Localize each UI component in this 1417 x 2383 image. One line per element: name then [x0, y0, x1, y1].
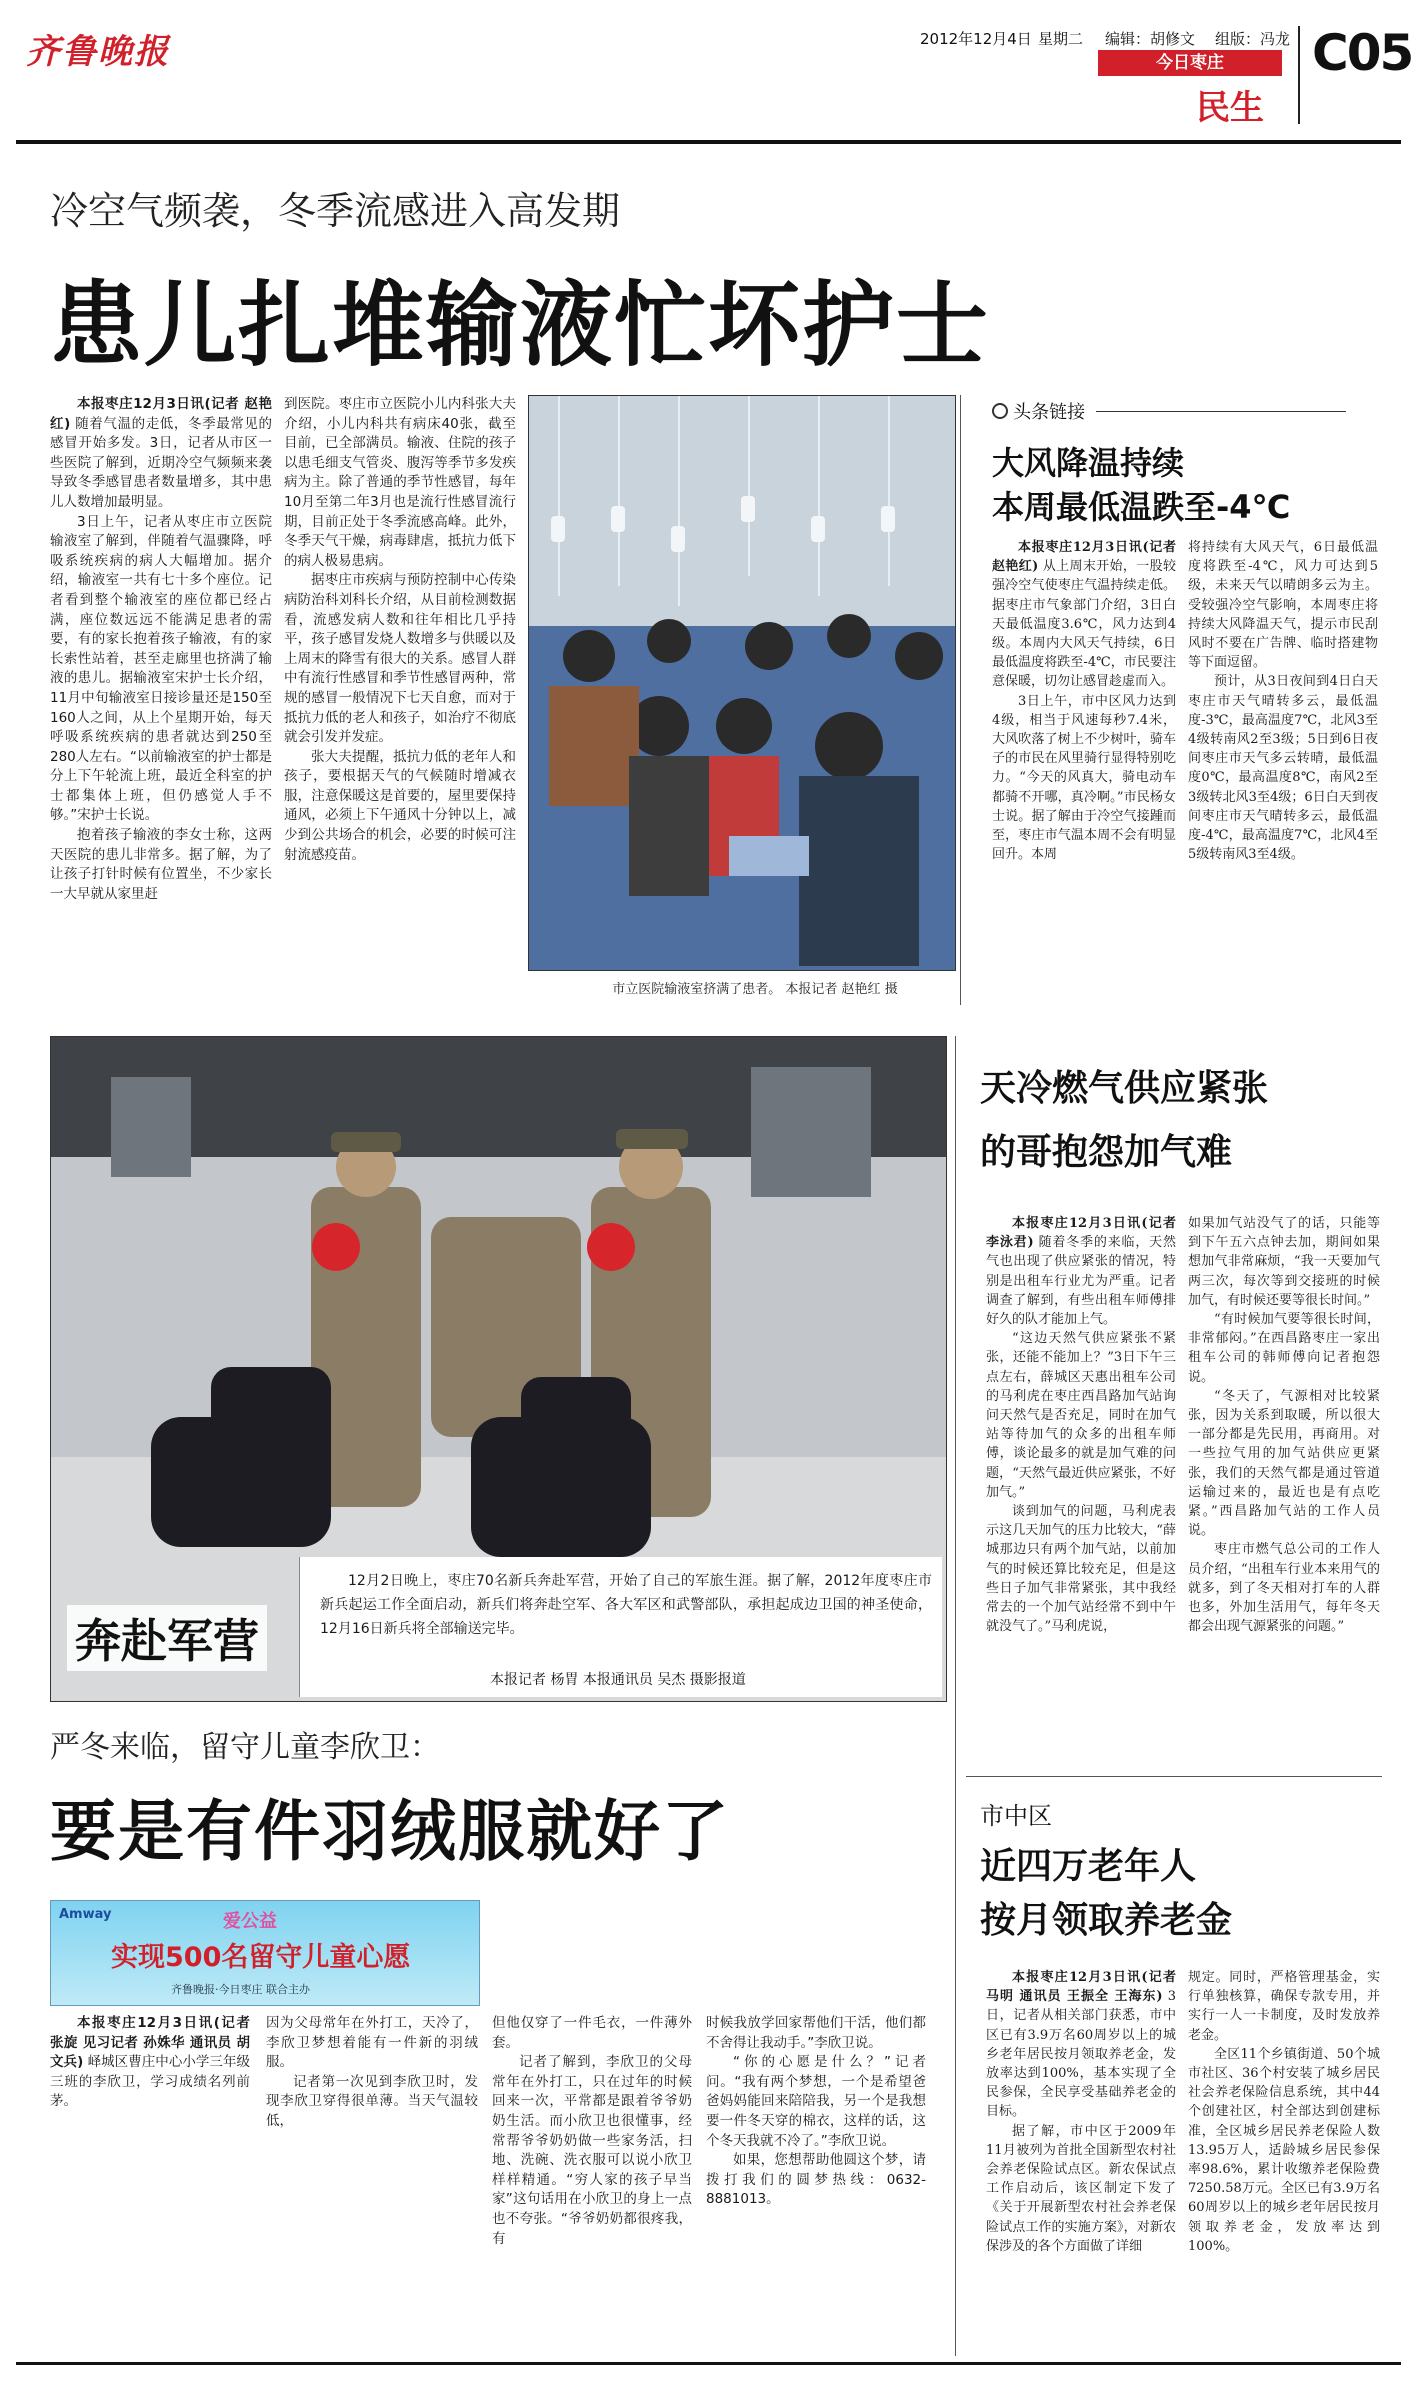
child-col-3: [492, 2014, 692, 2344]
lead-col2-p1: 到医院。枣庄市立医院小儿内科张大夫介绍，小儿内科共有病床40张，截至目前，已全部满员。输液、住院的孩子以患毛细支气管炎、腹泻等季节多发疾病为主。除了普通的季节性感冒，每年10月至第二年3月也是流行性感冒流行期，目前正处于冬季流感高峰。此外，冬季天气干燥，病毒肆虐，抵抗力低下的病人极易患病。: [284, 396, 516, 569]
pension-kicker: 市中区: [980, 1802, 1052, 1830]
page-number: C05: [1312, 24, 1413, 82]
sidebar-label-icon: [992, 403, 1008, 419]
lead-col1-p1: 本报枣庄12月3日讯(记者 赵艳红) 随着气温的走低，冬季最常见的感冒开始多发。3日，记者从市区一些医院了解到，近期冷空气频频来袭导致冬季感冒患者数量增多，其中患儿人数增加最明显。: [50, 396, 273, 510]
gas-col-2: [1188, 1214, 1380, 1734]
banner-brand: Amway: [59, 1907, 112, 1922]
sidebar1-col-2: [1188, 538, 1378, 998]
infusion-room-illustration: [529, 396, 955, 970]
gas-col1-p2: “这边天然气供应紧张不紧张，还能不能加上？”3日下午三点左右，薛城区天惠出租车公司的马利虎在枣庄西昌路加气站询问天然气是否充足，同时在加气站等待加气的众多的出租车师傅，谈论最多的就是加气难的问题，“天然气最近供应紧张，不好加气。”: [986, 1331, 1176, 1500]
lead-title: 患儿扎堆输液忙坏护士: [50, 272, 991, 379]
child-banner: [50, 1900, 480, 2006]
gas-col-1: [986, 1214, 1176, 1734]
child-col1-p1: 本报枣庄12月3日讯(记者 张旋 见习记者 孙姝华 通讯员 胡文兵) 峄城区曹庄中心小学三年级三班的李欣卫，学习成绩名列前茅。: [50, 2015, 251, 2110]
lead-photo: [528, 395, 956, 971]
army-photo: [50, 1036, 947, 1702]
masthead-weekday: 星期二: [1038, 30, 1084, 48]
lead-kicker: 冷空气频袭，冬季流感进入高发期: [50, 189, 621, 233]
masthead-layout-editor: 组版：冯龙: [1215, 30, 1291, 48]
sidebar1-col1-p2: 3日上午，市中区风力达到4级，相当于风速每秒7.4米，大风吹落了树上不少树叶，骑车子的市民在风里骑行显得特别吃力。“今天的风真大，骑电动车都骑不开哪，真冷啊。”市民杨女士说。据了解由于冷空气接踵而至，枣庄市气温本周不会有明显回升。本周: [992, 693, 1176, 863]
gas-title-2: 的哥抱怨加气难: [980, 1132, 1233, 1173]
army-caption-box: [299, 1557, 942, 1697]
child-title: 要是有件羽绒服就好了: [50, 1793, 730, 1870]
pension-title-1: 近四万老年人: [980, 1846, 1197, 1887]
pension-col-1: [986, 1968, 1176, 2348]
section-tag: 今日枣庄: [1098, 50, 1282, 76]
lead-photo-caption: 市立医院输液室挤满了患者。 本报记者 赵艳红 摄: [612, 982, 898, 997]
pension-col-2: [1188, 1968, 1380, 2348]
sidebar-label-rule: [1096, 411, 1346, 412]
army-caption-credit: 本报记者 杨胃 本报通讯员 吴杰 摄影报道: [490, 1672, 746, 1688]
child-kicker: 严冬来临，留守儿童李欣卫：: [50, 1730, 440, 1765]
section-name: 民生: [1196, 88, 1264, 128]
child-col4-p1: 时候我放学回家帮他们干活，他们都不舍得让我动手。”李欣卫说。: [706, 2015, 926, 2051]
pension-col1-p1: 本报枣庄12月3日讯(记者 马明 通讯员 王振全 王海东) 3日，记者从相关部门获悉，市中区已有3.9万名60周岁以上的城乡老年居民按月领取养老金，发放率达到100%，基本实现了全民参保，全民享受基础养老金的目标。: [986, 1970, 1176, 2120]
divider-gas-pension: [966, 1776, 1382, 1777]
army-caption-text: 12月2日晚上，枣庄70名新兵奔赴军营，开始了自己的军旅生涯。据了解，2012年度枣庄市新兵起运工作全面启动，新兵们将奔赴空军、各大军区和武警部队，承担起成边卫国的神圣使命，12月16日新兵将全部输送完毕。: [320, 1573, 932, 1637]
gas-title-1: 天冷燃气供应紧张: [980, 1068, 1269, 1109]
sidebar1-col2-p1: 将持续有大风天气，6日最低温度将跌至-4℃，风力可达到5级，未来天气以晴朗多云为主。受较强冷空气影响，本周枣庄将持续大风降温天气，提示市民刮风时不要在广告牌、临时搭建物等下面逗留。: [1188, 540, 1378, 671]
child-col-1: [50, 2014, 250, 2344]
masthead-divider: [1298, 26, 1300, 124]
lead-col2-p3: 张大夫提醒，抵抗力低的老年人和孩子，要根据天气的气候随时增减衣服，注意保暖这是首要的，屋里要保持通风，必须上下午通风十分钟以上，减少到公共场合的机会，必要的时候可注射流感疫苗。: [284, 748, 516, 863]
child-col4-p2: “你的心愿是什么？”记者问。“我有两个梦想，一个是希望爸爸妈妈能回来陪陪我，另一个是我想要一件冬天穿的棉衣，这样的话，这个冬天我就不冷了。”李欣卫说。: [706, 2054, 926, 2149]
lead-col1-p2: 3日上午，记者从枣庄市立医院输液室了解到，伴随着气温骤降，呼吸系统疾病的病人大幅增加。据介绍，输液室一共有七十多个座位。记者看到整个输液室的座位都已经占满，座位数远远不能满足患者的需要，有的家长抱着孩子输液，有的家长索性站着，甚至走廊里也挤满了输液的患儿。据输液室宋护士长介绍，11月中旬输液室日接诊量还是150至160人之间，从上个星期开始，每天呼吸系统疾病的患者就达到250至280人左右。“以前输液室的护士都是分上下午轮流上班，最近全科室的护士都集体上班，但仍感觉人手不够。”宋护士长说。: [50, 513, 272, 824]
masthead-editor: 编辑：胡修文: [1105, 30, 1196, 48]
gas-col1-p1: 本报枣庄12月3日讯(记者 李泳君) 随着冬季的来临，天然气也出现了供应紧张的情况，特别是出租车行业尤为严重。记者调查了解到，有些出租车师傅排好久的队才能加上气。: [986, 1216, 1176, 1328]
child-col2-p2: 记者第一次见到李欣卫时，发现李欣卫穿得很单薄。当天气温较低，: [266, 2073, 478, 2129]
child-col4-p3: 如果，您想帮助他圆这个梦，请拨打我们的圆梦热线：0632-8881013。: [706, 2152, 926, 2208]
child-col-2: [266, 2014, 478, 2344]
gas-col2-p2: “有时候加气要等很长时间，非常郁闷。”在西昌路枣庄一家出租车公司的韩师傅向记者抱怨说。: [1188, 1312, 1380, 1385]
sidebar1-title-1: 大风降温持续: [992, 444, 1185, 482]
lead-col2-p2: 据枣庄市疾病与预防控制中心传染病防治科刘科长介绍，从目前检测数据看，流感发病人数和往年相比几乎持平，孩子感冒发烧人数增多与供暖以及上周末的降雪有很大的关系。感冒人群中有流行性感冒和季节性感冒两种，常规的感冒一般情况下七天自愈，而对于抵抗力低的老人和孩子，如治疗不彻底就会引发并发症。: [284, 572, 516, 746]
gas-col2-p3: “冬天了，气源相对比较紧张，因为关系到取暖，所以很大一部分都是先民用，再商用。对一些拉气用的加气站供应更紧张，我们的天然气都是通过管道运输过来的，最近也是有点吃紧。”西昌路加气站的工作人员说。: [1188, 1388, 1380, 1539]
pension-col1-p2: 据了解，市中区于2009年11月被列为首批全国新型农村社会养老保险试点区。新农保试点工作启动后，该区制定下发了《关于开展新型农村社会养老保险试点工作的实施方案》，对新农保涉及的各个方面做了详细: [986, 2123, 1176, 2254]
masthead-rule: [16, 140, 1401, 144]
masthead-logo: 齐鲁晚报: [26, 32, 170, 72]
child-col3-p1: 但他仅穿了一件毛衣，一件薄外套。: [492, 2015, 692, 2051]
sidebar-label: 头条链接: [1013, 402, 1086, 423]
child-col2-p1: 因为父母常年在外打工，天冷了，李欣卫梦想着能有一件新的羽绒服。: [266, 2015, 478, 2071]
pension-title-2: 按月领取养老金: [980, 1900, 1233, 1941]
banner-main: 实现500名留守儿童心愿: [111, 1942, 411, 1973]
pension-col2-p1: 规定。同时，严格管理基金，实行单独核算，确保专款专用，并实行一人一卡制度，及时发放养老金。: [1188, 1970, 1380, 2043]
banner-small: 齐鲁晚报·今日枣庄 联合主办: [171, 1983, 310, 1996]
gas-col1-p3: 谈到加气的问题，马利虎表示这几天加气的压力比较大，“薛城那边只有两个加气站，以前加气的时候还算比较充足，但是这些日子加气非常紧张，其中我经常去的一个加气站经常不到中午就没气了。”马利虎说，: [986, 1504, 1176, 1635]
banner-top: 爱公益: [223, 1911, 277, 1932]
sidebar1-col-1: [992, 538, 1176, 998]
sidebar-label-row: [992, 398, 1382, 424]
footer-rule: [16, 2362, 1401, 2365]
army-title: 奔赴军营: [67, 1605, 267, 1671]
masthead-date: 2012年12月4日: [920, 30, 1032, 48]
divider-army-gas: [955, 1036, 956, 2356]
lead-col1-p3: 抱着孩子输液的李女士称，这两天医院的患儿非常多。据了解，为了让孩子打针时候有位置坐，不少家长一大早就从家里赶: [50, 827, 272, 902]
child-col3-p2: 记者了解到，李欣卫的父母常年在外打工，只在过年的时候回来一次，平常都是跟着爷爷奶奶生活。而小欣卫也很懂事，经常帮爷爷奶奶做一些家务活，扫地、洗碗、洗衣服可以说小欣卫样样精通。“穷人家的孩子早当家”这句话用在小欣卫的身上一点也不夸张。“爷爷奶奶都很疼我，有: [492, 2054, 692, 2247]
gas-col2-p1: 如果加气站没气了的话，只能等到下午五六点钟去加，期间如果想加气非常麻烦，“我一天要加气两三次，每次等到交接班的时候加气，有时候还要等很长时间。”: [1188, 1216, 1380, 1308]
lead-col-2: [284, 395, 516, 995]
sidebar1-col1-p1: 本报枣庄12月3日讯(记者 赵艳红) 从上周末开始，一股较强冷空气使枣庄气温持续走低。据枣庄市气象部门介绍，3日白天最低温度3.6℃，风力达到4级。本周内大风天气持续，6日最低温度将跌至-4℃，市民要注意保暖，切勿让感冒趁虚而入。: [992, 540, 1176, 690]
gas-col2-p4: 枣庄市燃气总公司的工作人员介绍，“出租车行业本来用气的就多，到了冬天相对打车的人群也多，外加生活用气，每年冬天都会出现气源紧张的问题。”: [1188, 1542, 1380, 1635]
sidebar1-title-2: 本周最低温跌至-4℃: [992, 488, 1291, 526]
divider-lead-sidebar: [960, 395, 961, 1005]
pension-col2-p2: 全区11个乡镇街道、50个城市社区、36个村安装了城乡居民社会养老保险信息系统，其中44个创建社区，村全部达到创建标准，全区城乡居民养老保险人数13.95万人，适龄城乡居民参保率98.6%，累计收缴养老保险费7250.58万元。全区已有3.9万名60周岁以上的城乡老年居民按月领取养老金，发放率达到100%。: [1188, 2046, 1380, 2254]
sidebar1-col2-p2: 预计，从3日夜间到4日白天枣庄市天气晴转多云，最低温度-3℃，最高温度7℃，北风3至4级转南风2至3级；5日到6日夜间枣庄市天气多云转晴，最低温度0℃，最高温度8℃，南风2至3级转北风3至4级；6日白天到夜间枣庄市天气晴转多云，最低温度-4℃，最高温度7℃，北风4至5级转南风3至4级。: [1188, 674, 1378, 863]
lead-col-1: [50, 395, 272, 995]
child-col-4: [706, 2014, 926, 2344]
